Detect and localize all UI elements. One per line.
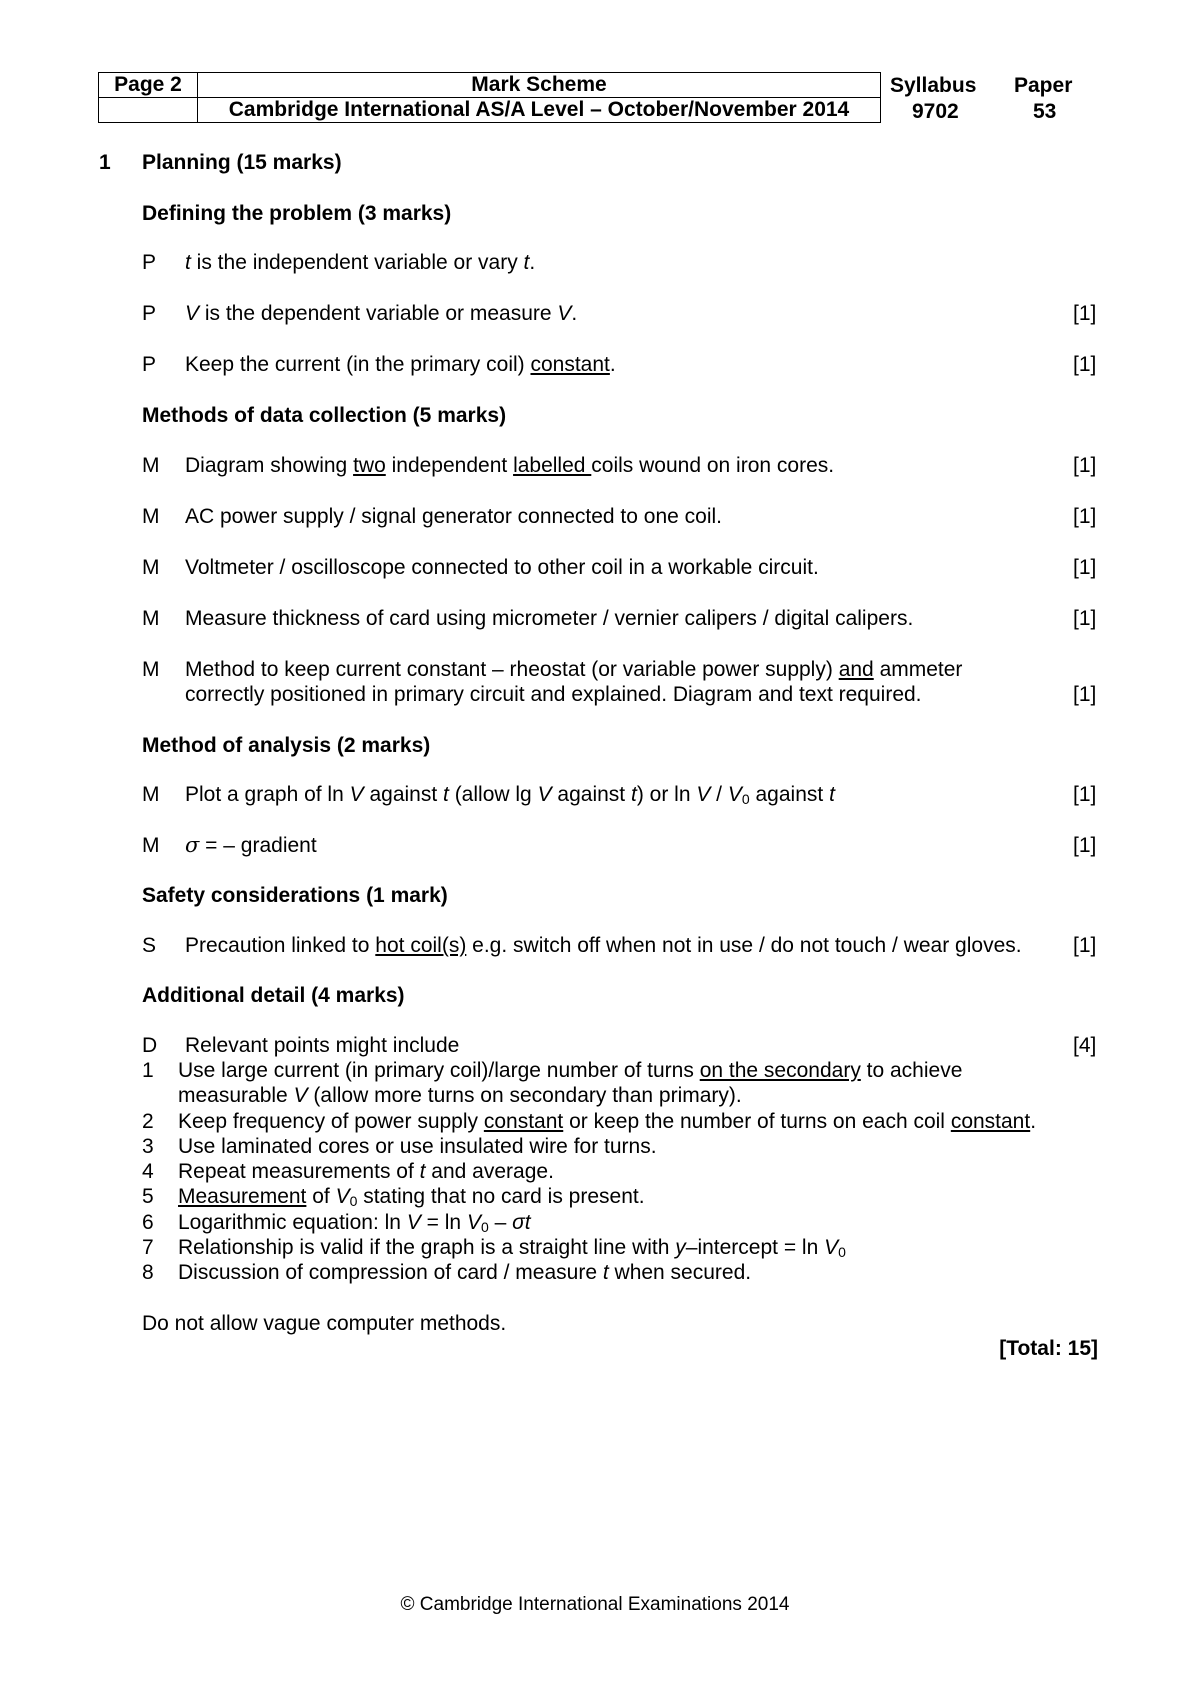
criterion-text: Diagram showing two independent labelled coils wound on iron cores. <box>185 454 835 477</box>
criterion-code: P <box>142 251 157 274</box>
list-item-number: 6 <box>142 1211 154 1234</box>
list-item: Keep frequency of power supply constant or keep the number of turns on each coil constant. <box>178 1110 1037 1133</box>
list-item-number: 3 <box>142 1135 154 1158</box>
list-item: Relationship is valid if the graph is a straight line with y–intercept = $\ln V_0$ <box>178 1236 846 1260</box>
mark-value: [1] <box>1073 556 1097 579</box>
criterion-text: Method to keep current constant – rheostat (or variable power supply) and ammeter <box>185 658 963 681</box>
total-marks: [Total: 15] <box>999 1337 1098 1360</box>
header-table <box>98 72 881 123</box>
list-item-continued: measurable V (allow more turns on secondary than primary). <box>178 1084 742 1107</box>
criterion-text: σ = – gradient <box>185 833 317 857</box>
criterion-text-continued: correctly positioned in primary circuit and explained. Diagram and text required. <box>185 683 922 706</box>
section-heading-defining: Defining the problem (3 marks) <box>142 202 452 225</box>
criterion-code: D <box>142 1034 158 1057</box>
list-item: Use large current (in primary coil)/large number of turns on the secondary to achieve <box>178 1059 963 1082</box>
criterion-code: M <box>142 783 160 806</box>
paper-label: Paper <box>1014 74 1073 97</box>
mark-value: [1] <box>1073 353 1097 376</box>
criterion-text: AC power supply / signal generator connected to one coil. <box>185 505 722 528</box>
header-empty-cell <box>99 98 198 123</box>
criterion-text: Precaution linked to hot coil(s) e.g. switch off when not in use / do not touch / wear gloves. <box>185 934 1022 957</box>
mark-value: [1] <box>1073 683 1097 706</box>
criterion-code: P <box>142 302 157 325</box>
criterion-code: M <box>142 505 160 528</box>
list-item-number: 4 <box>142 1160 154 1183</box>
mark-value: [1] <box>1073 454 1097 477</box>
list-item-number: 8 <box>142 1261 154 1284</box>
criterion-code: M <box>142 658 160 681</box>
mark-value: [1] <box>1073 505 1097 528</box>
section-heading-safety: Safety considerations (1 mark) <box>142 884 448 907</box>
syllabus-label: Syllabus <box>890 74 977 97</box>
section-heading-methods: Methods of data collection (5 marks) <box>142 404 507 427</box>
section-heading-analysis: Method of analysis (2 marks) <box>142 734 431 757</box>
mark-value: [1] <box>1073 607 1097 630</box>
copyright: © Cambridge International Examinations 2014 <box>400 1594 790 1615</box>
list-item: Discussion of compression of card / measure t when secured. <box>178 1261 752 1284</box>
question-heading: Planning (15 marks) <box>142 151 342 174</box>
question-number: 1 <box>99 151 111 174</box>
criterion-code: M <box>142 556 160 579</box>
criterion-code: M <box>142 607 160 630</box>
criterion-text: V is the dependent variable or measure V. <box>185 302 578 325</box>
mark-value: [1] <box>1073 302 1097 325</box>
page-number: Page 2 <box>99 73 198 98</box>
syllabus-value: 9702 <box>912 100 959 123</box>
criterion-text: t is the independent variable or vary t. <box>185 251 536 274</box>
list-item: Use laminated cores or use insulated wire for turns. <box>178 1135 657 1158</box>
mark-value: [4] <box>1073 1034 1097 1057</box>
mark-value: [1] <box>1073 934 1097 957</box>
criterion-code: P <box>142 353 157 376</box>
criterion-code: M <box>142 454 160 477</box>
criterion-code: S <box>142 934 157 957</box>
criterion-text: Keep the current (in the primary coil) constant. <box>185 353 616 376</box>
list-item-number: 5 <box>142 1185 154 1208</box>
list-item-number: 2 <box>142 1110 154 1133</box>
criterion-code: M <box>142 834 160 857</box>
header-title: Mark Scheme <box>198 73 881 98</box>
criterion-text: Voltmeter / oscilloscope connected to other coil in a workable circuit. <box>185 556 819 579</box>
paper-value: 53 <box>1033 100 1057 123</box>
header-subtitle: Cambridge International AS/A Level – October/November 2014 <box>198 98 881 123</box>
list-item-number: 1 <box>142 1059 154 1082</box>
list-item: Repeat measurements of t and average. <box>178 1160 554 1183</box>
list-item: Logarithmic equation: $\ln V = \ln V_0 - \sigma t$ <box>178 1211 531 1235</box>
section-heading-additional: Additional detail (4 marks) <box>142 984 405 1007</box>
list-item-number: 7 <box>142 1236 154 1259</box>
list-item: Measurement of $V_0$ stating that no card is present. <box>178 1185 645 1209</box>
footer-note: Do not allow vague computer methods. <box>142 1312 507 1335</box>
mark-value: [1] <box>1073 783 1097 806</box>
criterion-text: Measure thickness of card using micrometer / vernier calipers / digital calipers. <box>185 607 914 630</box>
criterion-text: Plot a graph of ln V against t (allow lg V against t) or ln V / $V_0$ against t <box>185 783 835 807</box>
mark-value: [1] <box>1073 834 1097 857</box>
criterion-text: Relevant points might include <box>185 1034 460 1057</box>
